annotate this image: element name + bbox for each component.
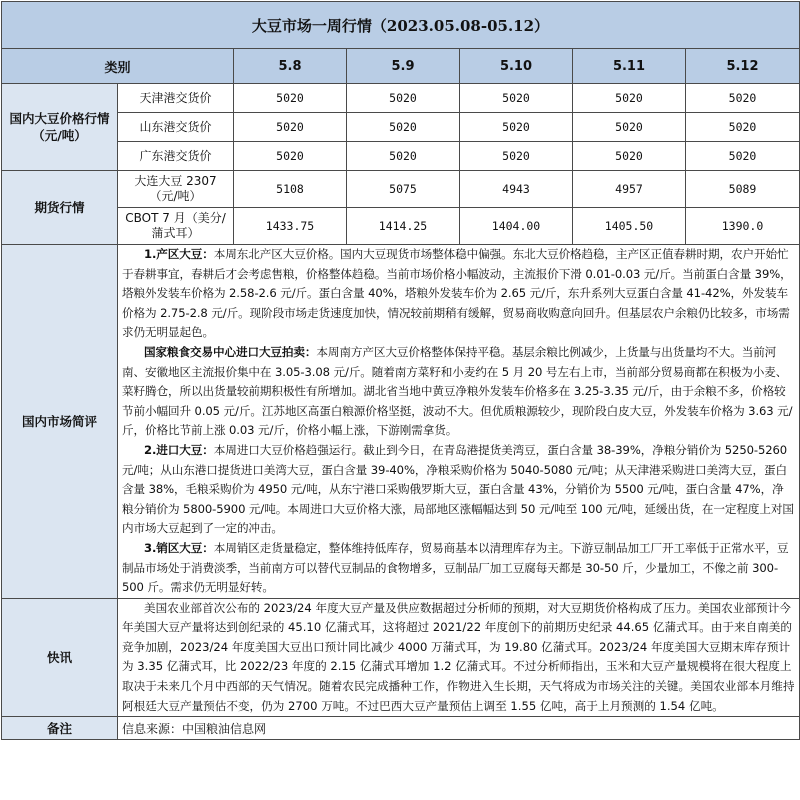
comment-text: 本周进口大豆价格趋强运行。截止到今日，在青岛港提货美湾豆，蛋白含量 38-39%，净粮分销价为 5250-5260 元/吨；从山东港口提货进口美湾大豆，蛋白含量 39-40%，净粮采购价格为 5040-5080 元/吨；从天津港采购进口美湾大豆，蛋白含量 38%，毛粮采购价为 4950 元/吨，从东宁港口采购俄罗斯大豆，蛋白含量 43%，分销价为 5500 元/吨，蛋白含量 47%，净粮分销价为 5800-5900 元/吨。本周进口大豆价格大涨，局部地区涨幅幅达到 50 元/吨至 100 元/吨，延缓出货，在一定程度上对国内市场大豆起到了一定的冲击。 [122, 442, 794, 536]
remark-row [2, 717, 800, 740]
comment-text: 本周东北产区大豆价格。国内大豆现货市场整体稳中偏强。东北大豆价格趋稳，主产区正值春耕时期，农户开始忙于春耕事宜，春耕后才会考虑售粮，价格整体趋稳。当前市场价格小幅波动，主流报价下滑 0.01-0.03 元/斤。当前蛋白含量 39%，塔粮外发装车价格为 2.58-2.6 元/斤。蛋白含量 40%，塔粮外发装车价为 2.65 元/斤，东升系列大豆蛋白含量 41-42%，外发装车价格为 2.75-2.8 元/斤。现阶段市场走货速度加快，情况较前期稍有缓解，贸易商收购意向回升。但基层农户余粮仍比较多，市场需求仍无明显起色。 [122, 247, 792, 340]
price-cell: 5020 [460, 142, 573, 171]
futures-row-name: CBOT 7 月（美分/蒲式耳） [118, 208, 234, 245]
futures-cell: 1404.00 [460, 208, 573, 245]
remark-source: 信息来源：中国粮油信息网 [118, 717, 800, 740]
comment-paragraph [122, 343, 795, 441]
price-cell: 5020 [234, 113, 347, 142]
price-cell: 5020 [460, 84, 573, 113]
price-cell: 5020 [686, 113, 800, 142]
news-body: 美国农业部首次公布的 2023/24 年度大豆产量及供应数据超过分析师的预期，对大豆期货价格构成了压力。美国农业部预计今年美国大豆产量将达到创纪录的 45.10 亿蒲式耳，这将超过 2021/22 年度创下的前期历史纪录 44.65 亿蒲式耳。由于来自南美的竞争加剧，2023/24 年度美国大豆出口预计同比减少 4000 万蒲式耳，为 19.80 亿蒲式耳。2023/24 年度美国大豆期末库存预计为 3.35 亿蒲式耳，比 2022/23 年度的 2.15 亿蒲式耳增加 1.2 亿蒲式耳。不过分析师指出，玉米和大豆产量规模将在很大程度上取决于未来几个月中西部的天气情况。随着农民完成播种工作，作物进入生长期，天气将成为市场关注的关键。美国农业部本月维持阿根廷大豆产量预估不变，仍为 2700 万吨。不过巴西大豆产量预估上调至 1.55 亿吨，高于上月预测的 1.54 亿吨。 [118, 598, 800, 717]
remark-label: 备注 [2, 717, 118, 740]
price-cell: 5020 [347, 84, 460, 113]
domestic-price-group-label: 国内大豆价格行情（元/吨） [2, 84, 118, 171]
comment-text: 本周销区走货量稳定，整体维持低库存，贸易商基本以清理库存为主。下游豆制品加工厂开工率低于正常水平，豆制品市场处于消费淡季，当前南方可以替代豆制品的食物增多，豆制品厂加工豆腐每天都是 30-50 斤，少量加工，不像之前 300-500 斤。需求仍无明显好转。 [122, 540, 789, 595]
price-cell: 5020 [686, 84, 800, 113]
comment-heading: 3.销区大豆： [144, 540, 214, 555]
price-row-name: 广东港交货价 [118, 142, 234, 171]
price-cell: 5020 [234, 142, 347, 171]
futures-cell: 5108 [234, 171, 347, 208]
price-cell: 5020 [573, 142, 686, 171]
futures-row [2, 208, 800, 245]
price-row [2, 113, 800, 142]
market-comment-row [2, 245, 800, 599]
price-cell: 5020 [234, 84, 347, 113]
comment-text: 本周南方产区大豆价格整体保持平稳。基层余粮比例减少，上货量与出货量均不大。当前河南、安徽地区主流报价集中在 3.05-3.08 元/斤。随着南方菜籽和小麦约在 5 月 20 号左右上市，当前部分贸易商都在积极为小麦、菜籽腾仓，所以出货量较前期积极性有所增加。湖北省当地中黄豆净粮外发装车价格多在 3.25-3.35 元/斤，由于余粮不多，价格较节前小幅回升 0.05 元/斤。江苏地区高蛋白粮源价格坚挺，波动不大。但优质粮源较少，现阶段白皮大豆，外发装车价格为 3.63 元/斤，价格比节前上涨 0.03 元/斤，价格小幅上涨，下游刚需拿货。 [122, 344, 793, 438]
price-cell: 5020 [573, 84, 686, 113]
market-comment-label: 国内市场简评 [2, 245, 118, 599]
price-row-name: 山东港交货价 [118, 113, 234, 142]
futures-row-name: 大连大豆 2307（元/吨） [118, 171, 234, 208]
comment-paragraph [122, 441, 795, 539]
price-cell: 5020 [573, 113, 686, 142]
header-row [2, 49, 800, 84]
futures-cell: 4957 [573, 171, 686, 208]
news-row [2, 598, 800, 717]
futures-cell: 1390.0 [686, 208, 800, 245]
futures-cell: 1414.25 [347, 208, 460, 245]
market-comment-body [118, 245, 800, 599]
price-cell: 5020 [686, 142, 800, 171]
price-row [2, 84, 800, 113]
report-title: 大豆市场一周行情（2023.05.08-05.12） [2, 2, 800, 49]
date-header-4: 5.11 [573, 49, 686, 84]
price-cell: 5020 [347, 142, 460, 171]
date-header-1: 5.8 [234, 49, 347, 84]
date-header-3: 5.10 [460, 49, 573, 84]
price-row-name: 天津港交货价 [118, 84, 234, 113]
comment-paragraph [122, 539, 795, 598]
futures-cell: 4943 [460, 171, 573, 208]
price-row [2, 142, 800, 171]
futures-group-label: 期货行情 [2, 171, 118, 245]
date-header-2: 5.9 [347, 49, 460, 84]
price-cell: 5020 [460, 113, 573, 142]
comment-heading: 1.产区大豆： [144, 247, 214, 261]
date-header-5: 5.12 [686, 49, 800, 84]
category-header: 类别 [2, 49, 234, 84]
futures-cell: 5089 [686, 171, 800, 208]
futures-cell: 1405.50 [573, 208, 686, 245]
news-label: 快讯 [2, 598, 118, 717]
price-cell: 5020 [347, 113, 460, 142]
soybean-weekly-report-table [1, 1, 800, 740]
futures-row [2, 171, 800, 208]
futures-cell: 1433.75 [234, 208, 347, 245]
comment-heading: 2.进口大豆： [144, 442, 214, 457]
comment-paragraph [122, 245, 795, 343]
futures-cell: 5075 [347, 171, 460, 208]
comment-heading: 国家粮食交易中心进口大豆拍卖： [144, 344, 317, 359]
